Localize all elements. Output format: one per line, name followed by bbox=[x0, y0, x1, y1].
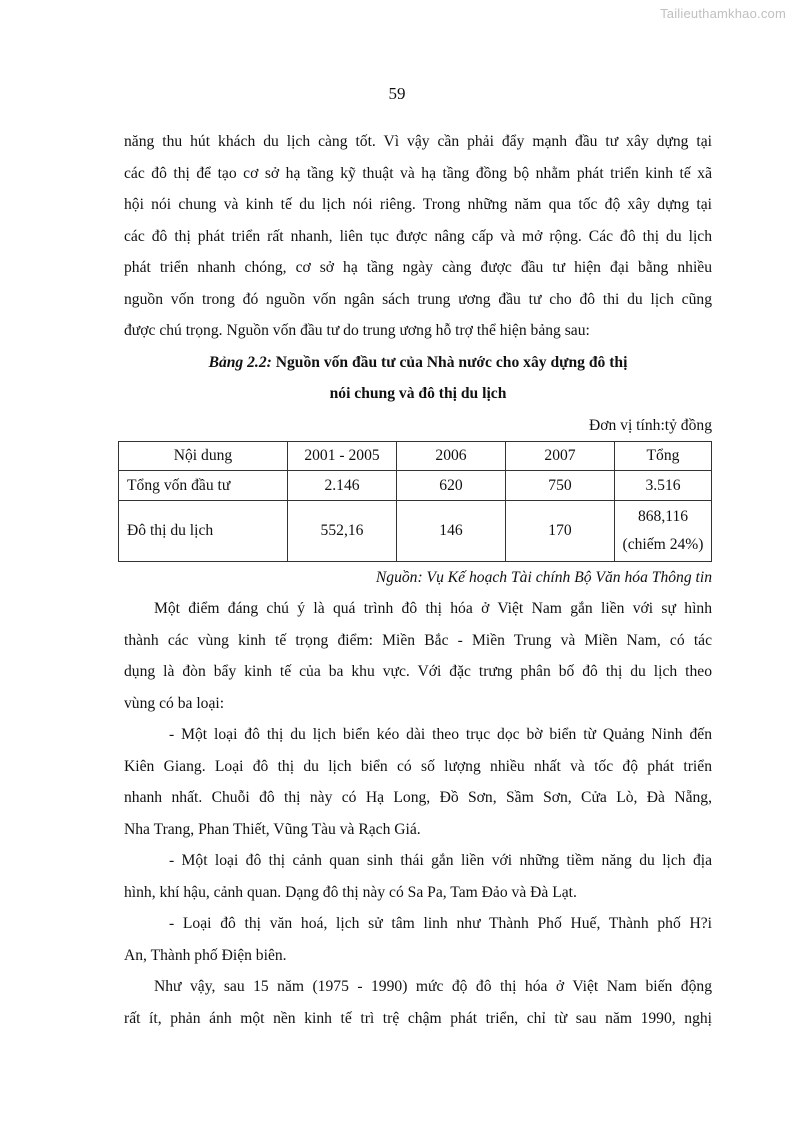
text-line: các đô thị để tạo cơ sở hạ tầng kỹ thuật và hạ tầng đồng bộ nhằm phát triển kinh tế xã bbox=[124, 164, 712, 182]
text-line: nguồn vốn trong đó nguồn vốn ngân sách trung ương đầu tư cho đô thi du lịch cũng bbox=[124, 290, 712, 308]
cell-value: 868,116 bbox=[637, 508, 689, 525]
text-line: rất ít, phản ánh một nền kinh tế trì trệ chậm phát triển, chỉ từ sau năm 1990, nghị bbox=[124, 1009, 712, 1027]
header-cell: Nội dung bbox=[119, 442, 288, 471]
table-cell: 2.146 bbox=[288, 471, 397, 501]
text-line: - Một loại đô thị cảnh quan sinh thái gắn liền với những tiềm năng du lịch địa bbox=[169, 852, 712, 869]
bullet-ecological bbox=[124, 845, 712, 908]
table-cell: 3.516 bbox=[615, 471, 712, 501]
page-number: 59 bbox=[388, 84, 406, 103]
page-body bbox=[124, 126, 712, 1034]
paragraph-intro bbox=[124, 126, 712, 347]
table-caption-line2: nói chung và đô thị du lịch bbox=[329, 385, 507, 402]
text-line: hình, khí hậu, cảnh quan. Dạng đô thị này có Sa Pa, Tam Đảo và Đà Lạt. bbox=[124, 883, 577, 901]
paragraph-conclusion bbox=[124, 971, 712, 1034]
table-caption bbox=[124, 347, 712, 379]
text-line: Một điểm đáng chú ý là quá trình đô thị hóa ở Việt Nam gắn liền với sự hình bbox=[154, 600, 712, 617]
table-header-row bbox=[119, 442, 712, 471]
text-line: phát triển nhanh chóng, cơ sở hạ tầng ngày càng được đầu tư hiện đại bằng nhiều bbox=[124, 259, 712, 276]
table-source: Nguồn: Vụ Kế hoạch Tài chính Bộ Văn hóa Thông tin bbox=[375, 569, 712, 586]
text-line: Kiên Giang. Loại đô thị du lịch biển có số lượng nhiều nhất và tốc độ phát triển bbox=[124, 757, 712, 775]
table-cell: 620 bbox=[397, 471, 506, 501]
paragraph-regions bbox=[124, 593, 712, 719]
table-cell: Đô thị du lịch bbox=[119, 501, 288, 562]
header-cell: Tổng bbox=[615, 442, 712, 471]
investment-table bbox=[118, 441, 712, 562]
text-line: dụng là đòn bẩy kinh tế của ba khu vực. Với đặc trưng phân bố đô thị du lịch theo bbox=[124, 663, 712, 680]
text-line: nhanh nhất. Chuỗi đô thị này có Hạ Long, Đồ Sơn, Sầm Sơn, Cửa Lò, Đà Nẵng, bbox=[124, 789, 712, 806]
text-line: vùng có ba loại: bbox=[124, 694, 225, 712]
cell-note: (chiếm 24%) bbox=[622, 536, 704, 553]
header-cell: 2001 - 2005 bbox=[288, 442, 397, 471]
text-line: được chú trọng. Nguồn vốn đầu tư do trung ương hỗ trợ thể hiện bảng sau: bbox=[124, 322, 590, 339]
table-row bbox=[119, 501, 712, 562]
text-line: các đô thị phát triển rất nhanh, liên tục được nâng cấp và mở rộng. Các đô thị du lịch bbox=[124, 227, 712, 245]
table-cell: 170 bbox=[506, 501, 615, 562]
text-line: thành các vùng kinh tế trọng điểm: Miền Bắc - Miền Trung và Miền Nam, có tác bbox=[124, 631, 712, 649]
text-line: năng thu hút khách du lịch càng tốt. Vì vậy cần phải đẩy mạnh đầu tư xây dựng tại bbox=[124, 133, 712, 150]
table-caption-title: Nguồn vốn đầu tư của Nhà nước cho xây dựng đô thị bbox=[271, 353, 628, 371]
text-line: An, Thành phố Điện biên. bbox=[124, 946, 287, 964]
table-caption-label: Bảng 2.2: bbox=[208, 353, 272, 371]
table-cell: 750 bbox=[506, 471, 615, 501]
header-cell: 2006 bbox=[397, 442, 506, 471]
watermark: Tailieuthamkhao.com bbox=[660, 6, 786, 21]
text-line: Như vậy, sau 15 năm (1975 - 1990) mức độ đô thị hóa ở Việt Nam biến động bbox=[154, 978, 712, 995]
text-line: - Loại đô thị văn hoá, lịch sử tâm linh như Thành Phố Huế, Thành phố H?i bbox=[169, 915, 712, 932]
bullet-cultural bbox=[124, 908, 712, 971]
header-cell: 2007 bbox=[506, 442, 615, 471]
table-row bbox=[119, 471, 712, 501]
text-line: Nha Trang, Phan Thiết, Vũng Tàu và Rạch Giá. bbox=[124, 820, 421, 838]
table-cell: Tổng vốn đầu tư bbox=[119, 471, 288, 501]
table-cell: 552,16 bbox=[288, 501, 397, 562]
bullet-coastal bbox=[124, 719, 712, 845]
text-line: - Một loại đô thị du lịch biển kéo dài theo trục dọc bờ biển từ Quảng Ninh đến bbox=[169, 726, 712, 743]
text-line: hội nói chung và kinh tế du lịch nói riêng. Trong những năm qua tốc độ xây dựng tại bbox=[124, 196, 712, 213]
table-cell bbox=[615, 501, 712, 562]
table-unit: Đơn vị tính:tỷ đồng bbox=[588, 416, 712, 434]
table-cell: 146 bbox=[397, 501, 506, 562]
